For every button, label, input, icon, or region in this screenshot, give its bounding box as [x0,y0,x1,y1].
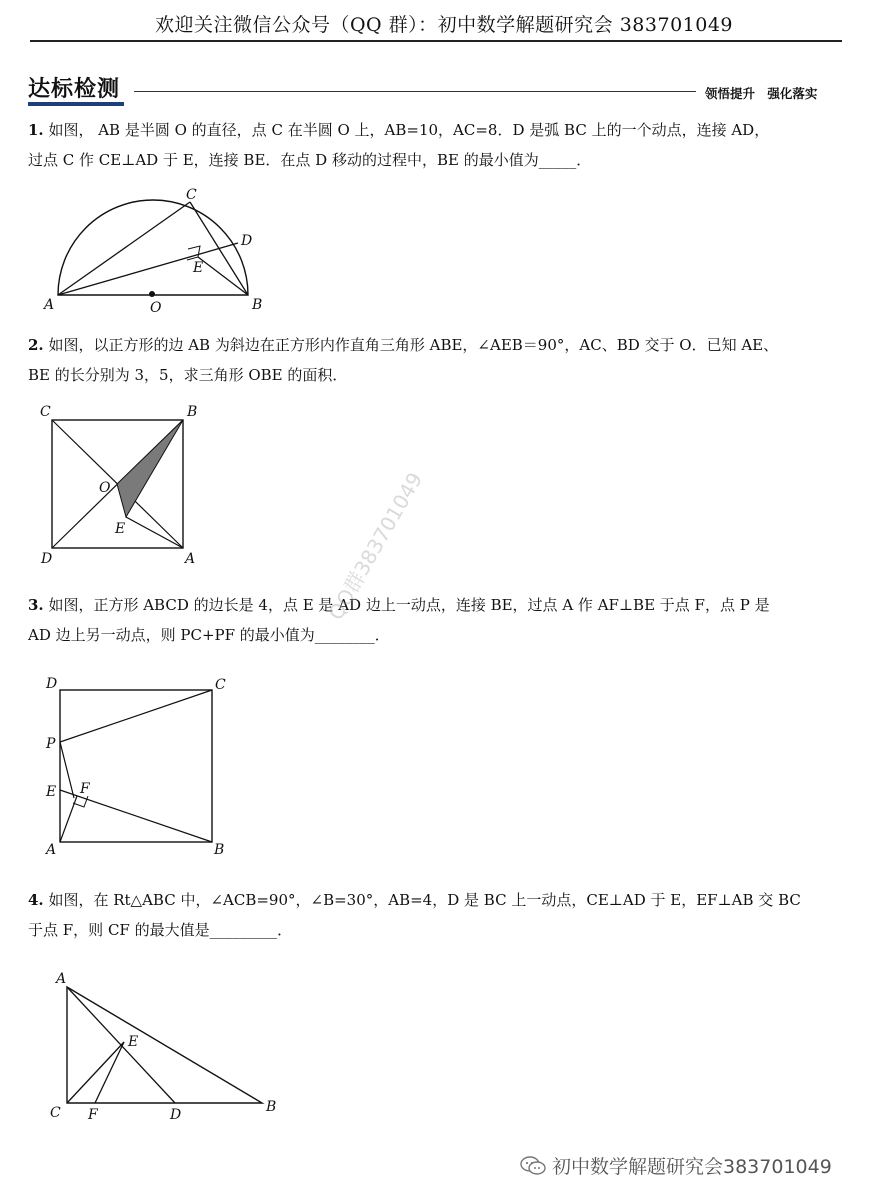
problem-text-line1: 如图，以正方形的边 AB 为斜边在正方形内作直角三角形 ABE，∠AEB＝90°，AC、BD 交于 O．已知 AE、 [48,336,779,354]
footer-text: 初中数学解题研究会383701049 [552,1156,832,1178]
problem-text-line2: BE 的长分别为 3，5，求三角形 OBE 的面积． [28,366,348,384]
label-b: B [214,842,225,858]
label-f: F [88,1107,98,1123]
problem-text-line2: 于点 F，则 CF 的最大值是_________． [28,921,293,939]
problem-text-line1: 如图， AB 是半圆 O 的直径，点 C 在半圆 O 上，AB=10，AC=8．D 是弧 BC 上的一个动点，连接 AD， [48,121,770,139]
figure-2-square [35,400,210,570]
center-point-o [149,291,155,297]
problem-text-line1: 如图，正方形 ABCD 的边长是 4，点 E 是 AD 边上一动点，连接 BE，过点 A 作 AF⊥BE 于点 F，点 P 是 [48,596,770,614]
footer-brand [520,1152,832,1179]
section-slogan: 领悟提升 强化落实 [705,86,818,101]
label-c: C [50,1105,61,1121]
label-a: A [56,971,67,987]
label-p: P [46,736,56,752]
label-d: D [241,233,253,249]
segment-ae [126,517,183,548]
semicircle [58,200,248,295]
square-abcd [60,690,212,842]
problem-number: 2. [28,336,44,354]
label-b: B [252,297,263,313]
section-title: 达标检测 [28,77,121,102]
label-d: D [41,551,53,567]
segment-ef [95,1042,124,1103]
label-o: O [99,480,111,496]
segment-eb [60,790,212,842]
problem-number: 1. [28,121,44,139]
label-a: A [44,297,55,313]
label-c: C [215,677,226,693]
figure-1-semicircle [38,185,278,315]
problem-2 [28,330,860,390]
problem-text-line2: AD 边上另一动点，则 PC+PF 的最小值为________． [28,626,390,644]
label-e: E [115,521,126,537]
header-rule [30,40,842,42]
label-c: C [40,404,51,420]
segment-cb [190,202,248,295]
section-divider [134,91,696,92]
wechat-icon [520,1156,546,1176]
problem-4 [28,885,860,945]
segment-ad [58,243,238,295]
problem-3 [28,590,860,650]
label-a: A [185,551,196,567]
label-d: D [46,676,58,692]
right-angle-mark [187,246,200,260]
page-header: 欢迎关注微信公众号（QQ 群）：初中数学解题研究会 383701049 [154,14,734,36]
label-e: E [46,784,57,800]
label-o: O [150,300,162,315]
problem-number: 3. [28,596,44,614]
label-e: E [193,260,204,276]
label-f: F [80,781,90,797]
figure-3-square [40,672,240,860]
segment-ac [58,202,190,295]
watermark: QQ群383701049 [323,468,428,624]
label-c: C [186,187,197,203]
shaded-triangle-obe [117,420,183,517]
problem-number: 4. [28,891,44,909]
figure-4-triangle [40,965,290,1125]
segment-pf [60,742,74,798]
label-d: D [170,1107,182,1123]
segment-ce [67,1042,124,1103]
problem-text-line2: 过点 C 作 CE⊥AD 于 E，连接 BE．在点 D 移动的过程中，BE 的最小值为_____． [28,151,592,169]
segment-pc [60,690,212,742]
problem-1 [28,115,860,175]
segment-be [198,257,248,295]
triangle-abc [67,987,262,1103]
segment-af [60,796,77,842]
label-a: A [46,842,57,858]
label-b: B [266,1099,277,1115]
section-title-underline [28,102,124,106]
problem-text-line1: 如图，在 Rt△ABC 中，∠ACB=90°，∠B=30°，AB=4，D 是 BC 上一动点，CE⊥AD 于 E，EF⊥AB 交 BC [48,891,801,909]
label-b: B [187,404,198,420]
label-e: E [128,1034,139,1050]
